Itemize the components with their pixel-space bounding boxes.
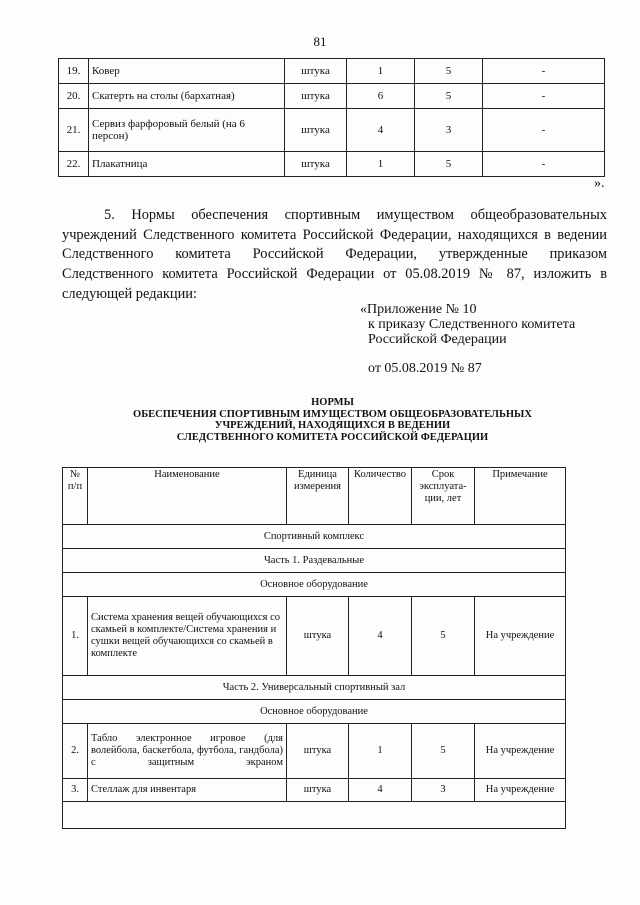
item-quantity: 1 <box>347 152 415 177</box>
item-quantity: 4 <box>347 109 415 152</box>
item-name: Стеллаж для инвентаря <box>88 779 287 802</box>
appendix-line: к приказу Следственного комитета <box>368 317 576 332</box>
item-unit: штука <box>285 59 347 84</box>
item-note: На учреждение <box>475 779 566 802</box>
table-row <box>59 109 605 152</box>
section-row <box>63 700 566 724</box>
appendix-line: «Приложение № 10 <box>360 302 477 317</box>
continuation-table <box>58 58 605 177</box>
header-unit: Единица измерения <box>287 468 349 525</box>
header-term: Срок эксплуата-ции, лет <box>412 468 475 525</box>
item-name: Табло электронное игровое (для волейбола, баскетбола, футбола, гандбола) с защитным экраном <box>88 724 287 779</box>
item-note: На учреждение <box>475 724 566 779</box>
item-unit: штука <box>287 597 349 676</box>
title-line: НОРМЫ <box>311 397 354 408</box>
item-name: Плакатница <box>89 152 285 177</box>
item-note: На учреждение <box>475 597 566 676</box>
item-quantity: 4 <box>349 597 412 676</box>
row-number: 19. <box>59 59 89 84</box>
section-title: Основное оборудование <box>63 573 566 597</box>
section-row <box>63 676 566 700</box>
item-unit: штука <box>287 724 349 779</box>
item-unit: штука <box>287 779 349 802</box>
item-note: - <box>483 84 605 109</box>
header-name: Наименование <box>88 468 287 525</box>
item-unit: штука <box>285 109 347 152</box>
item-unit: штука <box>285 84 347 109</box>
title-line: УЧРЕЖДЕНИЙ, НАХОДЯЩИХСЯ В ВЕДЕНИИ <box>214 420 451 431</box>
table-row <box>63 779 566 802</box>
item-term: 3 <box>412 779 475 802</box>
order-date: от 05.08.2019 № 87 <box>368 361 482 376</box>
title-line: ОБЕСПЕЧЕНИЯ СПОРТИВНЫМ ИМУЩЕСТВОМ ОБЩЕОБРАЗОВАТЕЛЬНЫХ <box>133 408 532 420</box>
header-note: Примечание <box>475 468 566 525</box>
empty-cell <box>63 802 566 829</box>
item-name: Сервиз фарфоровый белый (на 6 персон) <box>89 109 285 152</box>
item-term: 5 <box>415 59 483 84</box>
item-term: 5 <box>415 152 483 177</box>
section-title: Спортивный комплекс <box>63 525 566 549</box>
table-row <box>63 597 566 676</box>
item-name: Система хранения вещей обучающихся со скамьей в комплекте/Система хранения и сушки вещей обучающихся со скамьей в комплекте <box>88 597 287 676</box>
item-unit: штука <box>285 152 347 177</box>
closing-quote: ». <box>594 176 605 191</box>
section-title: Часть 1. Раздевальные <box>63 549 566 573</box>
page-number: 81 <box>313 34 327 49</box>
norms-table <box>62 467 566 829</box>
appendix-header <box>360 302 575 347</box>
norms-title <box>60 397 605 443</box>
item-term: 5 <box>412 724 475 779</box>
item-quantity: 4 <box>349 779 412 802</box>
row-number: 2. <box>63 724 88 779</box>
table-row <box>59 59 605 84</box>
row-number: 20. <box>59 84 89 109</box>
table-row <box>63 724 566 779</box>
title-line: СЛЕДСТВЕННОГО КОМИТЕТА РОССИЙСКОЙ ФЕДЕРАЦИИ <box>176 431 489 443</box>
header-quantity: Количество <box>349 468 412 525</box>
item-quantity: 1 <box>347 59 415 84</box>
item-quantity: 6 <box>347 84 415 109</box>
item-note: - <box>483 109 605 152</box>
amendment-paragraph: 5. Нормы обеспечения спортивным имуществом общеобразовательных учреждений Следственного комитета Российской Федерации, находящихся в ведении Следственного комитета Российской Федерации, утвержденные приказом Следственного комитета Российской Федерации от 05.08.2019 № 87, изложить в следующей редакции: <box>62 207 607 302</box>
item-term: 5 <box>415 84 483 109</box>
empty-row <box>63 802 566 829</box>
table-row <box>59 84 605 109</box>
item-term: 5 <box>412 597 475 676</box>
item-note: - <box>483 59 605 84</box>
section-title: Основное оборудование <box>63 700 566 724</box>
appendix-line: Российской Федерации <box>368 332 507 347</box>
item-note: - <box>483 152 605 177</box>
row-number: 22. <box>59 152 89 177</box>
row-number: 3. <box>63 779 88 802</box>
section-row <box>63 573 566 597</box>
item-term: 3 <box>415 109 483 152</box>
row-number: 1. <box>63 597 88 676</box>
row-number: 21. <box>59 109 89 152</box>
item-name: Ковер <box>89 59 285 84</box>
header-row <box>63 468 566 525</box>
section-title: Часть 2. Универсальный спортивный зал <box>63 676 566 700</box>
table-row <box>59 152 605 177</box>
section-row <box>63 549 566 573</box>
item-name: Скатерть на столы (бархатная) <box>89 84 285 109</box>
header-num: № п/п <box>63 468 88 525</box>
section-row <box>63 525 566 549</box>
item-quantity: 1 <box>349 724 412 779</box>
